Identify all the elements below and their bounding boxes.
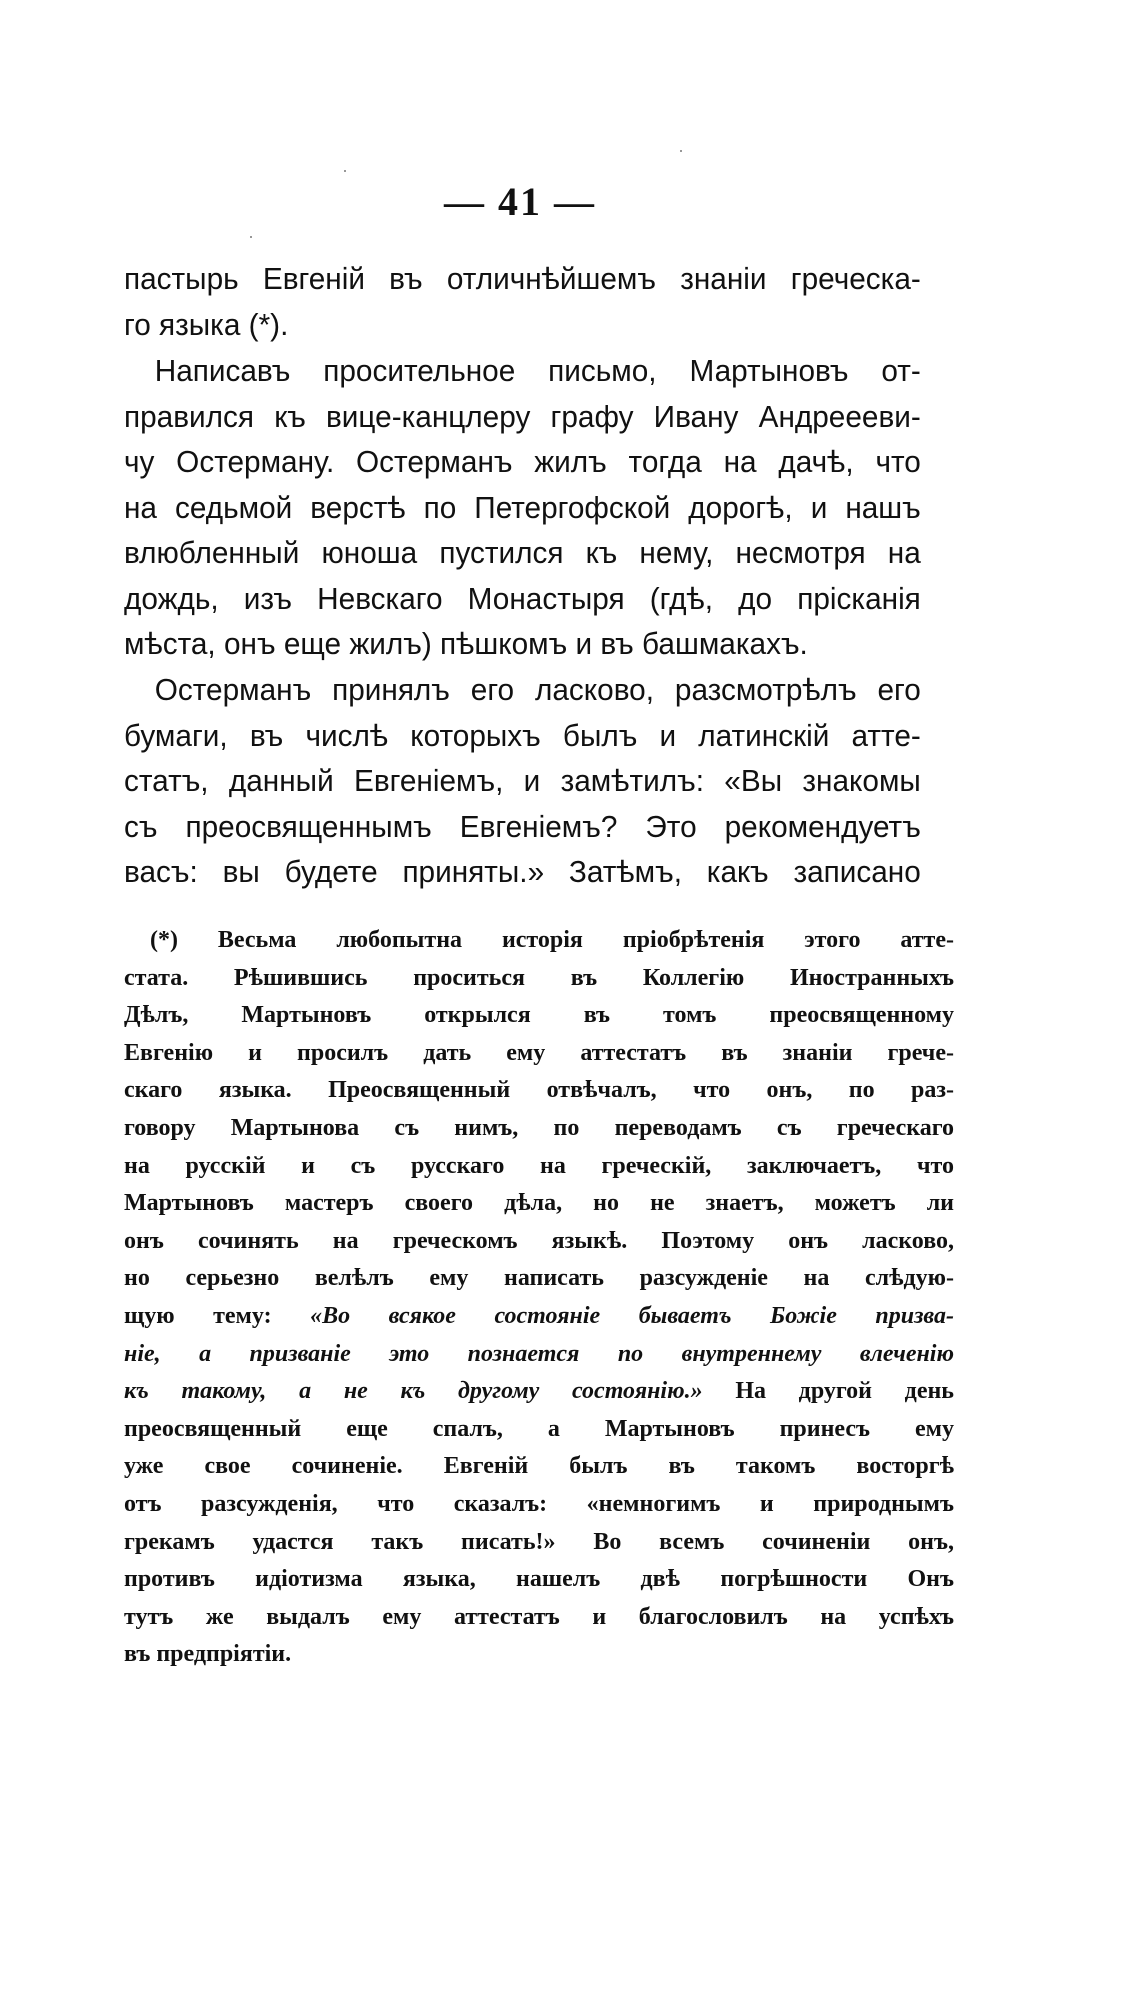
footnote-line: стата. Рѣшившись проситься въ Коллегію Иностранныхъ [124,964,954,991]
text-line: на седьмой верстѣ по Петергофской дорогѣ, и нашъ [124,489,921,525]
text-line: пастырь Евгеній въ отличнѣйшемъ знаніи греческа- [124,261,921,296]
footnote-line: Евгенію и просилъ дать ему аттестатъ въ знаніи грече- [124,1039,954,1066]
text-line: правился къ вице-канцлеру графу Ивану Андреееви- [124,398,921,434]
footnote-italic-quote: къ такому, а не къ другому состоянію.» [124,1378,703,1405]
text-line: Написавъ просительное письмо, Мартыновъ от- [154,353,921,388]
footnote-text: На другой день [735,1378,954,1405]
footnote-line: противъ идіотизма языка, нашелъ двѣ погрѣшности Онъ [124,1566,954,1593]
paragraph-3 [124,667,921,895]
footnote-line: но серьезно велѣлъ ему написать разсужденіе на слѣдую- [124,1265,954,1292]
text-line: дождь, изъ Невскаго Монастыря (гдѣ, до прісканія [124,580,921,616]
footnote-line: уже свое сочиненіе. Евгеній былъ въ такомъ восторгѣ [124,1453,954,1480]
text-line: чу Остерману. Остерманъ жилъ тогда на дачѣ, что [124,444,921,479]
text-line: Остерманъ принялъ его ласково, разсмотрѣлъ его [154,672,921,707]
text-line: влюбленный юноша пустился къ нему, несмотря на [124,535,921,570]
footnote-line: отъ разсужденія, что сказалъ: «немногимъ и природнымъ [124,1490,954,1517]
footnote-line: на русскій и съ русскаго на греческій, заключаетъ, что [124,1152,954,1179]
footnote-line: преосвященный еще спалъ, а Мартыновъ принесъ ему [124,1415,954,1442]
text-line: васъ: вы будете приняты.» Затѣмъ, какъ записано [124,854,921,889]
text-line: мѣста, онъ еще жилъ) пѣшкомъ и въ башмакахъ. [124,626,808,661]
footnote-line: грекамъ удастся такъ писать!» Во всемъ сочиненіи онъ, [124,1528,954,1555]
footnote-italic-quote: «Во всякое состояніе бываетъ Божіе призва- [310,1302,954,1329]
footnote-line: тутъ же выдалъ ему аттестатъ и благословилъ на успѣхъ [124,1603,954,1630]
text-line: съ преосвященнымъ Евгеніемъ? Это рекомендуетъ [124,808,921,844]
footnote-line: въ предпріятіи. [124,1641,292,1668]
paragraph-2 [124,348,921,667]
paper-speck [344,170,346,172]
text-line: бумаги, въ числѣ которыхъ былъ и латинскій атте- [124,717,921,753]
footnote-line: говору Мартынова съ нимъ, по переводамъ съ греческаго [124,1114,954,1141]
page-number: — 41 — [444,179,596,224]
text-line: го языка (*). [124,306,289,342]
paper-speck [680,150,682,152]
footnote-line: Мартыновъ мастеръ своего дѣла, но не знаетъ, можетъ ли [124,1190,954,1217]
footnote-line-mixed [124,1373,954,1411]
text-line: статъ, данный Евгеніемъ, и замѣтилъ: «Вы знакомы [124,763,921,798]
paragraph-1 [124,256,921,347]
paper-speck [250,236,252,238]
footnote-line: Дѣлъ, Мартыновъ открылся въ томъ преосвященному [124,1002,954,1029]
footnote-line: (*) Весьма любопытна исторія пріобрѣтенія этого атте- [150,927,954,953]
footnote-line: скаго языка. Преосвященный отвѣчалъ, что онъ, по раз- [124,1077,954,1104]
footnote [124,922,954,1674]
footnote-line: онъ сочинять на греческомъ языкѣ. Поэтому онъ ласково, [124,1227,954,1254]
footnote-line-mixed [124,1298,954,1336]
footnote-italic-line: ніе, а призваніе это познается по внутреннему влеченію [124,1340,954,1367]
footnote-text: щую тему: [124,1302,272,1329]
